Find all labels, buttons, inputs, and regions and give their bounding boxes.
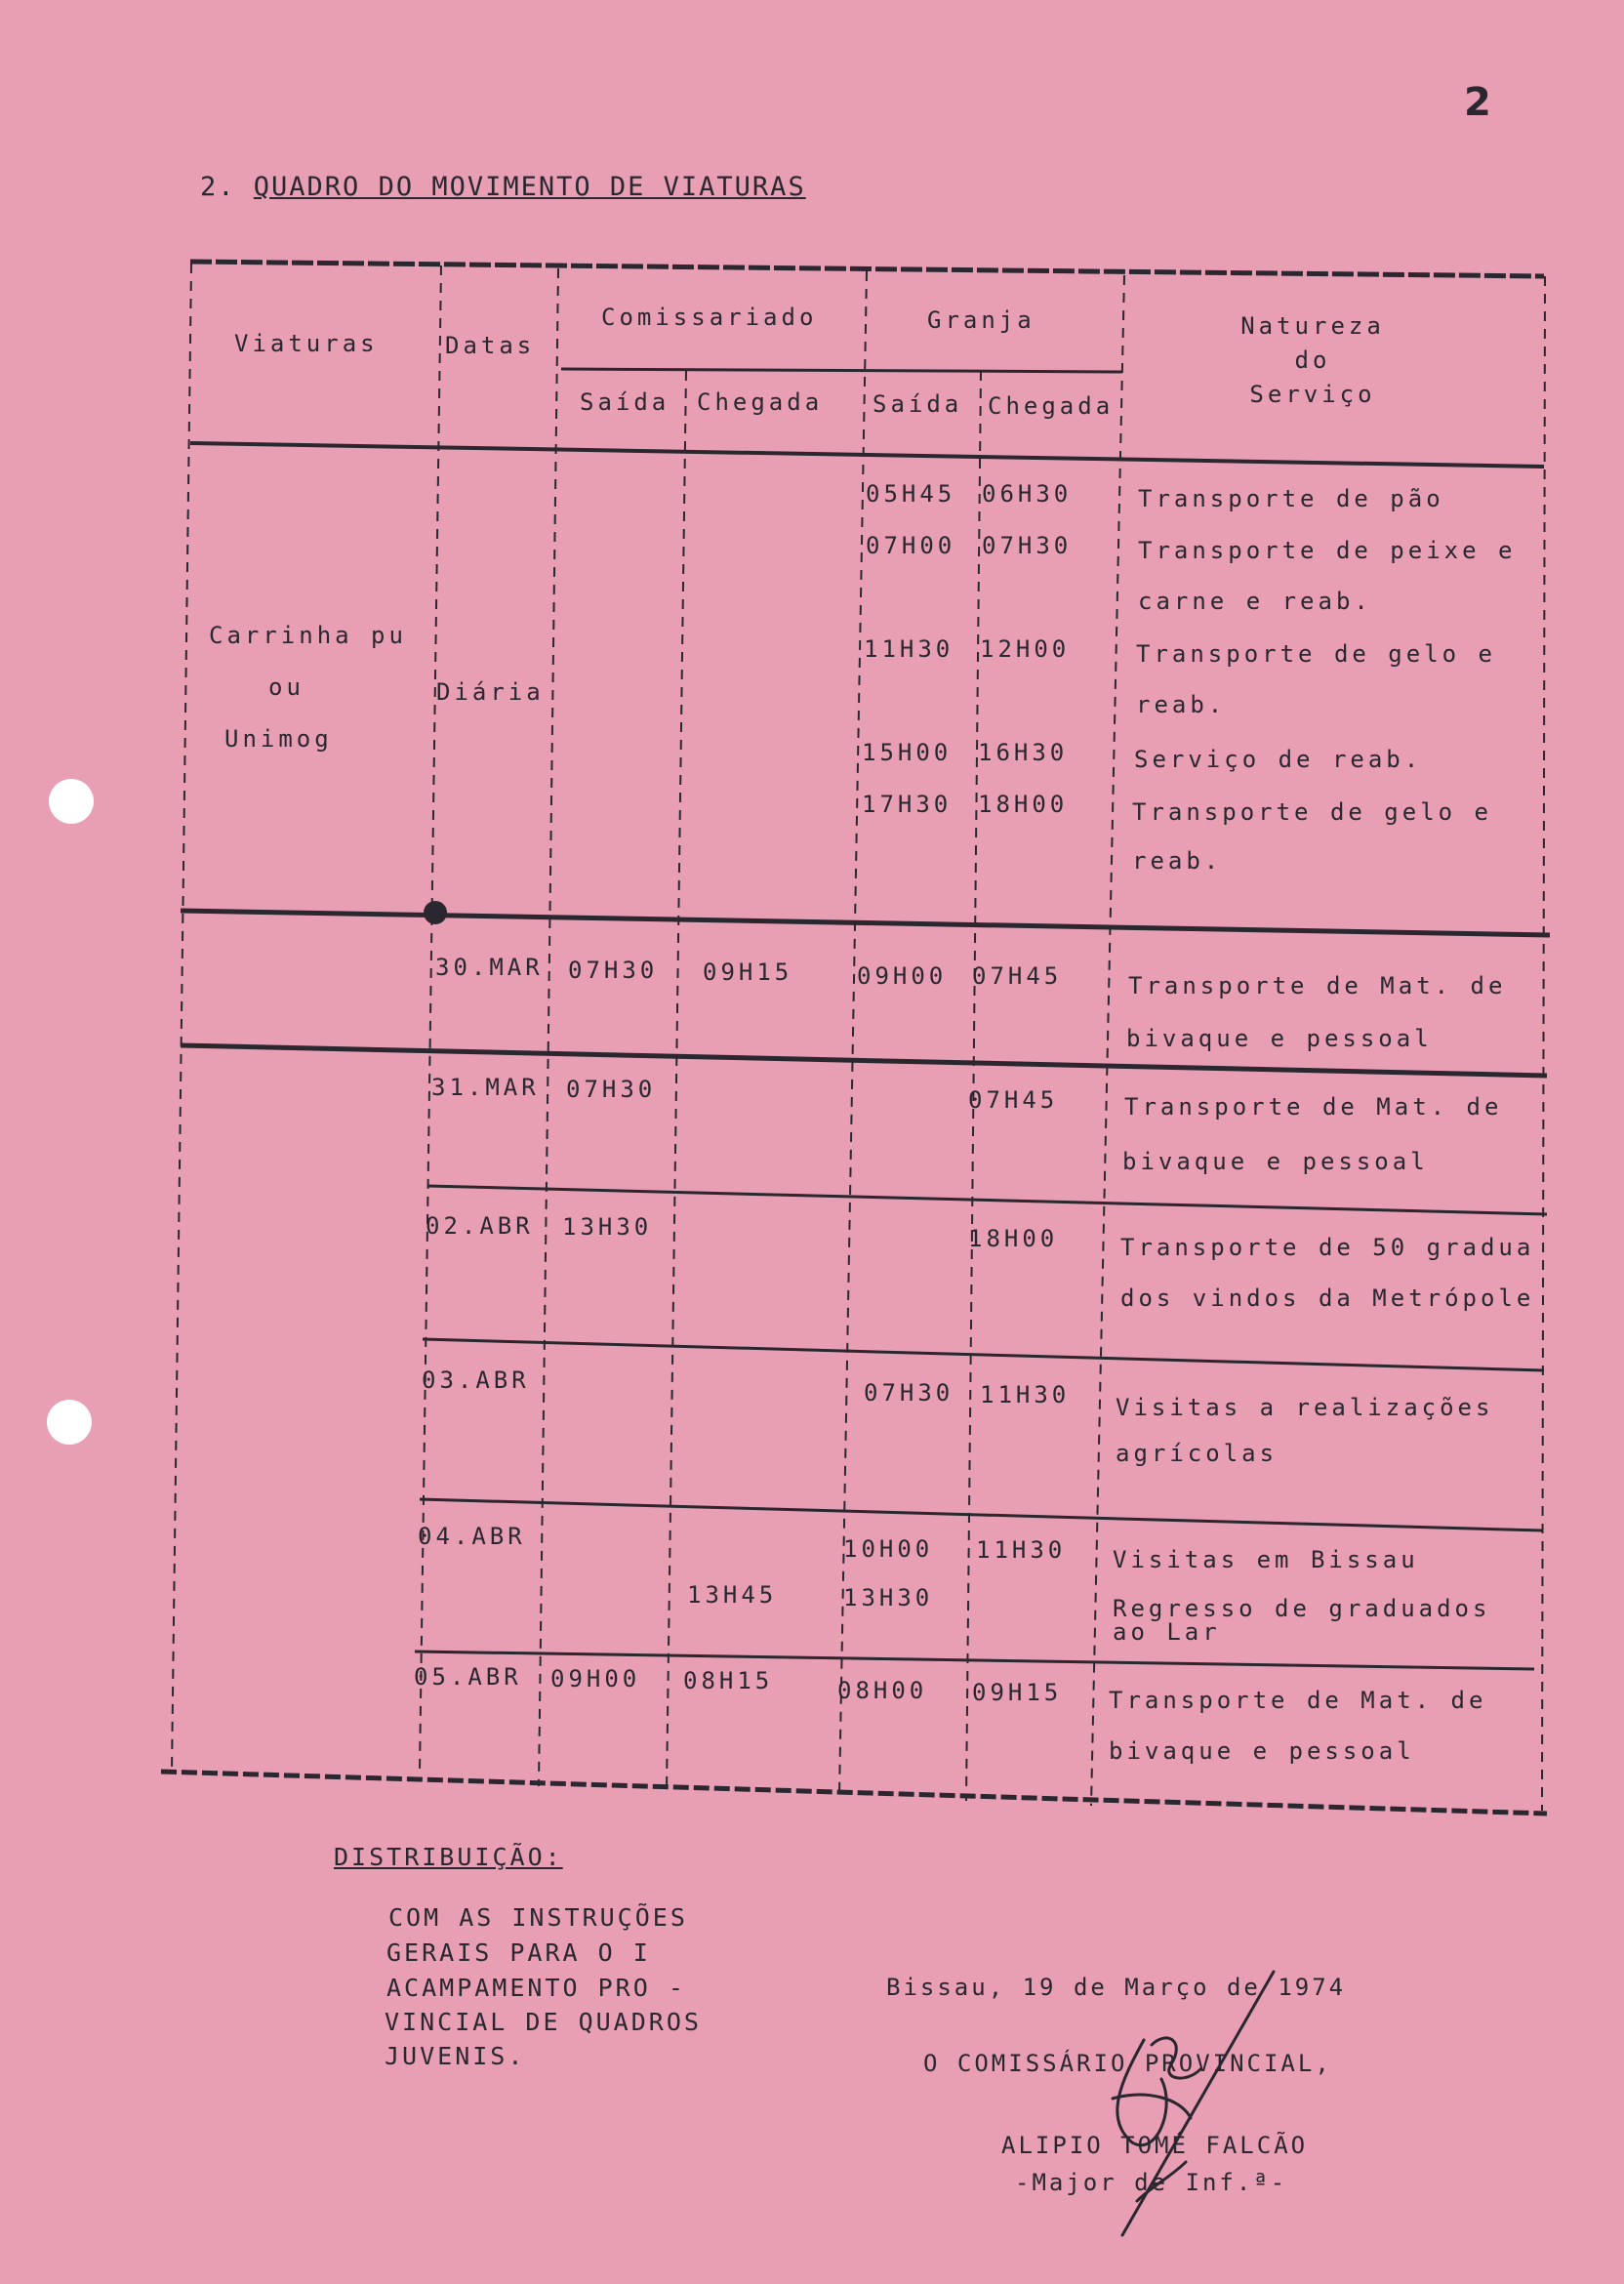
row-com-chegada: 09H15 [703,958,793,986]
daily-natureza: carne e reab. [1138,588,1372,615]
header-granja-saida: Saída [873,390,963,418]
row-granja-chegada: 09H15 [972,1679,1063,1706]
row-natureza: Transporte de Mat. de [1109,1687,1487,1714]
row-natureza: bivaque e pessoal [1126,1025,1433,1052]
row-granja-saida: 10H00 [843,1535,934,1563]
row-natureza: dos vindos da Metrópole [1120,1285,1535,1312]
row-granja-chegada: 18H00 [968,1225,1059,1252]
header-com-saida: Saída [580,388,670,416]
daily-granja-chegada: 06H30 [982,480,1073,508]
distribution-line: ACAMPAMENTO PRO - [386,1974,686,2002]
vehicle-line-1: Carrinha pu [209,622,407,649]
row-natureza: Visitas em Bissau [1113,1546,1419,1573]
row-granja-saida: 08H00 [837,1677,928,1704]
row-natureza: ao Lar [1113,1618,1221,1646]
daily-natureza: reab. [1132,847,1223,875]
row-granja-chegada: 07H45 [972,962,1063,990]
header-natureza-3: Serviço [1249,381,1376,408]
header-granja-chegada: Chegada [988,392,1115,420]
distribution-line: JUVENIS. [385,2042,526,2070]
daily-granja-chegada: 18H00 [978,791,1069,818]
row-com-chegada: 08H15 [683,1667,774,1694]
row-natureza: Transporte de Mat. de [1128,972,1507,999]
row-natureza: Transporte de 50 gradua [1120,1234,1535,1261]
row-granja-saida: 09H00 [857,962,948,990]
signatory-role: O COMISSÁRIO PROVINCIAL, [923,2050,1332,2077]
row-natureza: Visitas a realizações [1116,1394,1494,1421]
vehicle-line-2: ou [268,673,304,701]
header-comissariado: Comissariado [601,304,818,331]
page-number: 2 [1464,80,1491,125]
row-granja-chegada: 07H45 [968,1086,1059,1114]
row-date: 04.ABR [418,1523,526,1550]
daily-granja-chegada: 16H30 [978,739,1069,766]
signatory-rank: -Major de Inf.ª- [1015,2169,1288,2196]
place-date: Bissau, 19 de Março de 1974 [886,1974,1347,2001]
daily-natureza: reab. [1136,691,1227,718]
vehicle-line-3: Unimog [224,725,333,753]
row-com-saida: 07H30 [568,957,659,984]
daily-granja-chegada: 07H30 [982,532,1073,559]
header-viaturas: Viaturas [234,330,379,357]
row-date: 03.ABR [422,1366,530,1394]
daily-natureza: Transporte de gelo e [1136,640,1496,668]
daily-natureza: Transporte de gelo e [1132,798,1492,826]
distribution-line: COM AS INSTRUÇÕES [388,1903,688,1932]
row-com-saida: 13H30 [562,1213,653,1241]
daily-granja-saida: 07H00 [866,532,956,559]
row-granja-chegada: 11H30 [980,1381,1071,1408]
distribution-line: VINCIAL DE QUADROS [385,2008,702,2036]
daily-natureza: Serviço de reab. [1134,746,1423,773]
daily-granja-saida: 05H45 [866,480,956,508]
signatory-name: ALIPIO TOMÉ FALCÃO [1001,2132,1309,2159]
row-natureza: bivaque e pessoal [1109,1737,1415,1765]
row-granja-saida: 07H30 [864,1379,954,1407]
row-natureza: Regresso de graduados [1113,1595,1491,1622]
row-com-saida: 07H30 [566,1076,657,1103]
daily-natureza: Transporte de pão [1138,485,1444,512]
distribution-line: GERAIS PARA O I [386,1938,651,1967]
row-com-saida: 09H00 [550,1665,641,1693]
row-date: 31.MAR [431,1074,540,1101]
daily-granja-saida: 15H00 [862,739,953,766]
header-com-chegada: Chegada [697,388,824,416]
section-title-text: QUADRO DO MOVIMENTO DE VIATURAS [253,172,806,202]
daily-granja-saida: 11H30 [864,635,954,663]
header-granja: Granja [927,306,1035,334]
daily-granja-chegada: 12H00 [980,635,1071,663]
row-granja-saida: 13H30 [843,1584,934,1611]
row-date: 30.MAR [435,954,544,981]
row-granja-chegada: 11H30 [976,1536,1067,1564]
header-natureza-1: Natureza [1240,312,1385,340]
row-natureza: Transporte de Mat. de [1124,1093,1503,1121]
row-date: 02.ABR [426,1212,534,1240]
header-datas: Datas [445,332,536,359]
row-date: 05.ABR [414,1663,522,1691]
daily-natureza: Transporte de peixe e [1138,537,1517,564]
row-natureza: bivaque e pessoal [1122,1148,1429,1175]
daily-granja-saida: 17H30 [862,791,953,818]
row-com-chegada: 13H45 [687,1581,778,1609]
row-natureza: agrícolas [1116,1440,1279,1467]
daily-date: Diária [436,678,545,706]
section-number: 2. [200,172,236,202]
distribution-title: DISTRIBUIÇÃO: [334,1843,563,1871]
header-natureza-2: do [1294,347,1331,374]
